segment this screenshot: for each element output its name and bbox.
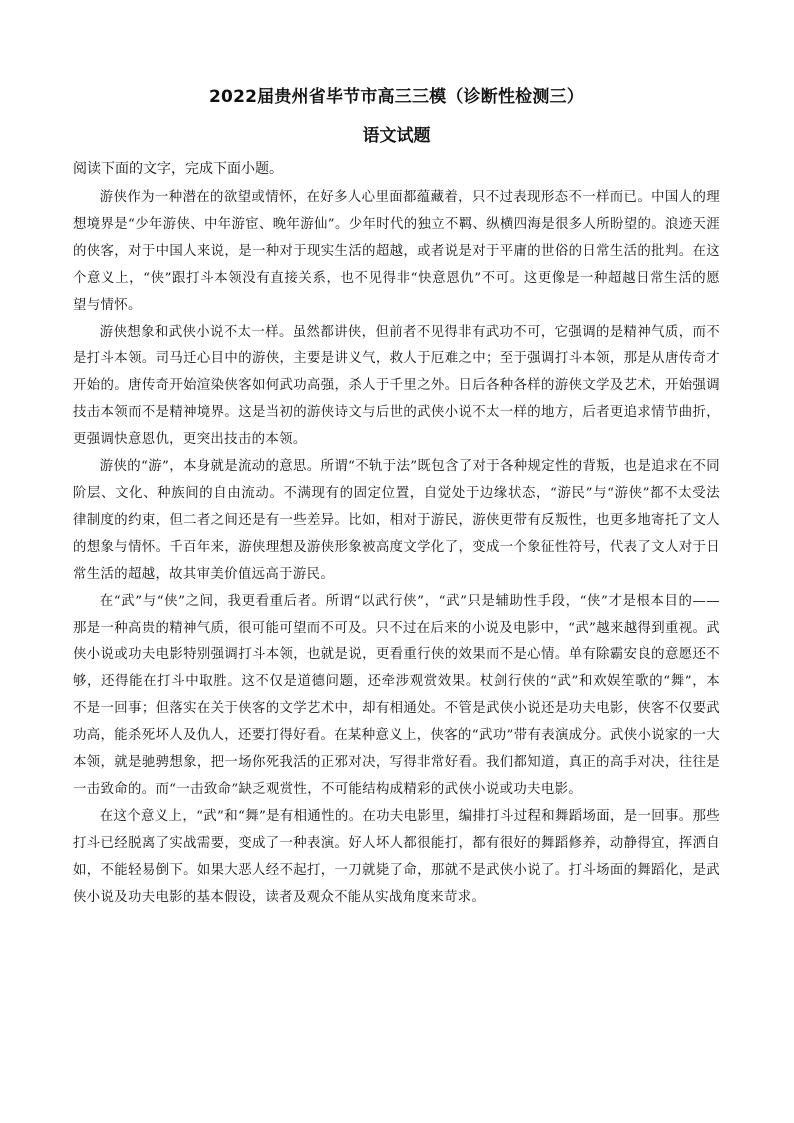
exam-subject-title: 语文试题 <box>362 126 431 146</box>
exam-title: 2022届贵州省毕节市高三三模（诊断性检测三） <box>209 87 584 107</box>
passage-paragraph-5: 在这个意义上，“武”和“舞”是有相通性的。在功夫电影里，编排打斗过程和舞蹈场面，是一回事。那些打斗已经脱离了实战需要，变成了一种表演。好人坏人都很能打，都有很好的舞蹈修养，动静得宜，挥洒自如，不能轻易倒下。如果大恶人经不起打，一刀就毙了命，那就不是武侠小说了。打斗场面的舞蹈化，是武侠小说及功夫电影的基本假设，读者及观众不能从实战角度来苛求。 <box>73 808 720 905</box>
passage-paragraph-2: 游侠想象和武侠小说不太一样。虽然都讲侠，但前者不见得非有武功不可，它强调的是精神气质，而不是打斗本领。司马迁心目中的游侠，主要是讲义气，救人于厄难之中；至于强调打斗本领，那是从唐传奇才开始的。唐传奇开始渲染侠客如何武功高强，杀人于千里之外。日后各种各样的游侠文学及艺术，开始强调技击本领而不是精神境界。这是当初的游侠诗文与后世的武侠小说不太一样的地方，后者更追求情节曲折，更强调快意恩仇，更突出技击的本领。 <box>73 324 720 448</box>
reading-passage <box>73 185 720 911</box>
passage-paragraph-4: 在“武”与“侠”之间，我更看重后者。所谓“以武行侠”，“武”只是辅助性手段，“侠”才是根本目的——那是一种高贵的精神气质，很可能可望而不可及。只不过在后来的小说及电影中，“武”越来越得到重视。武侠小说或功夫电影特别强调打斗本领，也就是说，更看重行侠的效果而不是心情。单有除霸安良的意愿还不够，还得能在打斗中取胜。这不仅是道德问题，还牵涉观赏效果。杖剑行侠的“武”和欢娱笙歌的“舞”，本不是一回事；但落实在关于侠客的文学艺术中，却有相通处。不管是武侠小说还是功夫电影，侠客不仅要武功高，能杀死坏人及仇人，还要打得好看。在某种意义上，侠客的“武功”带有表演成分。武侠小说家的一大本领，就是驰骋想象，把一场你死我活的正邪对决，写得非常好看。我们都知道，真正的高手对决，往往是一击致命的。而“一击致命”缺乏观赏性，不可能结构成精彩的武侠小说或功夫电影。 <box>73 593 720 797</box>
passage-paragraph-1: 游侠作为一种潜在的欲望或情怀，在好多人心里面都蕴藏着，只不过表现形态不一样而已。中国人的理想境界是“少年游侠、中年游宦、晚年游仙”。少年时代的独立不羁、纵横四海是很多人所盼望的。浪迹天涯的侠客，对于中国人来说，是一种对于现实生活的超越，或者说是对于平庸的世俗的日常生活的批判。在这个意义上，“侠”跟打斗本领没有直接关系，也不见得非“快意恩仇”不可。这更像是一种超越日常生活的愿望与情怀。 <box>73 190 720 313</box>
reading-instruction: 阅读下面的文字，完成下面小题。 <box>73 161 283 177</box>
passage-paragraph-3: 游侠的“游”，本身就是流动的意思。所谓“不轨于法”既包含了对于各种规定性的背叛，也是追求在不同阶层、文化、种族间的自由流动。不满现有的固定位置，自觉处于边缘状态，“游民”与“游侠”都不太受法律制度的约束，但二者之间还是有一些差异。比如，相对于游民，游侠更带有反叛性，也更多地寄托了文人的想象与情怀。千百年来，游侠理想及游侠形象被高度文学化了，变成一个象征性符号，代表了文人对于日常生活的超越，故其审美价值远高于游民。 <box>73 459 720 582</box>
